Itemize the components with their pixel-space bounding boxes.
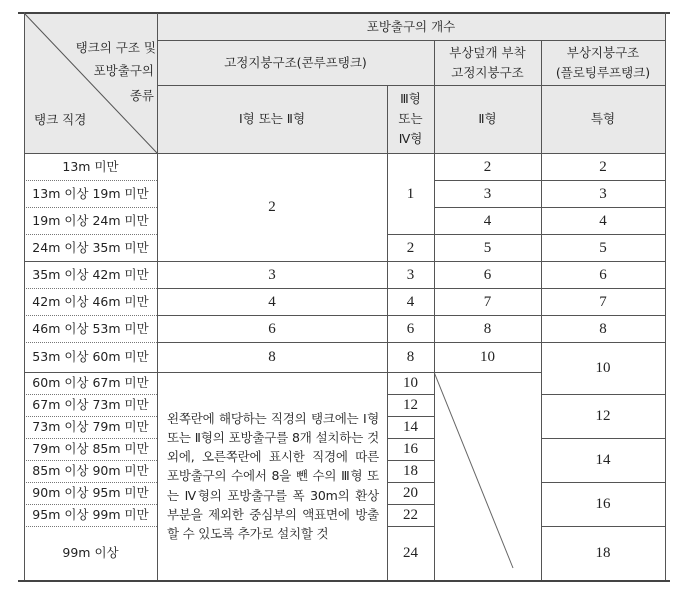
type2-value: 7 (483, 293, 492, 310)
type34-value: 12 (403, 397, 418, 413)
header-type-1-2: Ⅰ형 또는 Ⅱ형 (157, 85, 387, 153)
header-corner-label-outlet: 포방출구의 (93, 63, 154, 78)
type2-value: 4 (483, 212, 492, 229)
row-label: 85m 이상 90m 미만 (32, 463, 149, 478)
special-value: 16 (595, 496, 611, 512)
grid-line (24, 416, 157, 417)
special-value: 3 (599, 185, 607, 202)
row-label: 73m 이상 79m 미만 (32, 419, 149, 434)
grid-line (387, 504, 434, 505)
type34-value: 6 (406, 320, 415, 337)
type34-value: 2 (406, 239, 415, 256)
header-type-3-4-line2: 또는 (398, 111, 423, 126)
header-floating-roof-line2: (플로팅루프탱크) (555, 64, 651, 80)
grid-line (387, 234, 665, 235)
header-corner-label-type: 종류 (129, 88, 154, 103)
row-label: 60m 이상 67m 미만 (32, 375, 149, 390)
grid-line (434, 180, 665, 181)
special-value: 4 (599, 212, 607, 229)
type34-value: 1 (406, 185, 415, 202)
grid-line (24, 153, 665, 154)
grid-line (387, 416, 434, 417)
grid-line (157, 85, 665, 86)
header-type-3-4-line1: Ⅲ형 (400, 91, 421, 106)
header-floating-roof-line1: 부상지붕구조 (566, 44, 640, 60)
grid-line (541, 526, 665, 527)
header-type-2: Ⅱ형 (434, 85, 541, 153)
grid-line (157, 40, 665, 41)
header-floating-cover-line1: 부상덮개 부착 (449, 44, 526, 60)
grid-line (157, 342, 665, 343)
installation-note: 왼쪽란에 해당하는 직경의 탱크에는 Ⅰ형 또는 Ⅱ형의 포방출구를 8개 설치하는 것 외에, 오른쪽란에 표시한 직경에 따른 포방출구의 수에서 8을 뺀 수의 Ⅲ형 또는 Ⅳ형의 포방출구를 폭 30m의 환상부분을 제외한 중심부의 액표면에 방출할 수 있도록 추가로 설치할 것 (167, 410, 379, 541)
row-label: 79m 이상 85m 미만 (32, 441, 149, 456)
header-floating-roof (541, 40, 665, 85)
grid-line (541, 438, 665, 439)
table-bottom-border (18, 580, 670, 582)
type34-value: 8 (406, 349, 415, 365)
special-value: 12 (595, 408, 611, 424)
grid-line (387, 438, 434, 439)
row-label: 95m 이상 99m 미만 (32, 507, 149, 522)
row-label: 99m 이상 (62, 545, 119, 560)
type34-value: 14 (403, 419, 418, 435)
row-label: 46m 이상 53m 미만 (32, 320, 149, 336)
header-type-special: 특형 (541, 85, 665, 153)
type34-value: 20 (403, 485, 418, 501)
special-value: 10 (595, 360, 611, 376)
type34-value: 10 (403, 375, 418, 391)
grid-line (24, 288, 157, 289)
grid-line (387, 526, 434, 527)
grid-line (387, 482, 434, 483)
grid-line (24, 315, 157, 316)
type2-value: 2 (483, 158, 492, 175)
header-type-3-4-line3: Ⅳ형 (398, 131, 423, 146)
special-value: 18 (595, 545, 611, 561)
row-label: 67m 이상 73m 미만 (32, 397, 149, 412)
grid-line (157, 288, 665, 289)
type34-value: 24 (403, 545, 418, 561)
row-label: 90m 이상 95m 미만 (32, 485, 149, 500)
type12-value: 2 (268, 199, 276, 215)
grid-line (541, 40, 542, 580)
row-label: 13m 이상 19m 미만 (32, 185, 149, 201)
header-type-3-4 (387, 85, 434, 153)
type34-value: 16 (403, 441, 418, 457)
grid-line (24, 234, 157, 235)
grid-line (24, 342, 157, 343)
row-label: 24m 이상 35m 미만 (32, 239, 149, 255)
grid-line (24, 394, 157, 395)
grid-line (24, 261, 665, 262)
type34-value: 3 (406, 266, 415, 283)
header-fixed-roof: 고정지붕구조(콘루프탱크) (157, 40, 434, 85)
special-value: 5 (599, 239, 607, 256)
grid-line (24, 504, 157, 505)
special-value: 2 (599, 158, 607, 175)
row-label: 35m 이상 42m 미만 (32, 266, 149, 282)
header-floating-cover-line2: 고정지붕구조 (451, 64, 524, 80)
grid-line (24, 460, 157, 461)
header-corner-label-structure: 탱크의 구조 및 (75, 40, 156, 55)
type2-value: 6 (483, 266, 492, 283)
row-label: 53m 이상 60m 미만 (32, 349, 149, 364)
grid-line (157, 315, 665, 316)
grid-line (541, 394, 665, 395)
type34-value: 18 (403, 463, 418, 479)
grid-line (387, 394, 434, 395)
type34-value: 4 (406, 293, 415, 310)
type2-value: 3 (483, 185, 492, 202)
grid-line (24, 372, 541, 373)
grid-line (434, 40, 435, 580)
row-label: 19m 이상 24m 미만 (32, 212, 149, 228)
grid-line (24, 438, 157, 439)
type12-value: 6 (268, 320, 276, 337)
header-corner-label-diameter: 탱크 직경 (34, 112, 87, 127)
row-label: 13m 미만 (62, 158, 119, 174)
type12-value: 4 (268, 293, 276, 310)
grid-line (665, 12, 666, 580)
grid-line (387, 85, 388, 580)
grid-line (24, 12, 25, 580)
grid-line (434, 207, 665, 208)
type12-value: 3 (268, 266, 276, 283)
type2-value: 5 (483, 239, 492, 256)
grid-line (387, 460, 434, 461)
grid-line (157, 13, 158, 580)
header-floating-cover-fixed-roof (434, 40, 541, 85)
special-value: 8 (599, 320, 607, 337)
special-value: 14 (595, 452, 611, 468)
grid-line (24, 180, 157, 181)
special-value: 6 (599, 266, 607, 283)
grid-line (541, 482, 665, 483)
header-outlet-count: 포방출구의 개수 (157, 13, 665, 40)
row-label: 42m 이상 46m 미만 (32, 293, 149, 309)
type12-value: 8 (268, 349, 276, 365)
grid-line (24, 526, 157, 527)
type2-value: 8 (483, 320, 492, 337)
special-value: 7 (599, 293, 607, 310)
type2-value: 10 (480, 349, 495, 365)
grid-line (24, 207, 157, 208)
table-top-border (18, 12, 670, 14)
grid-line (24, 482, 157, 483)
type34-value: 22 (403, 507, 418, 523)
